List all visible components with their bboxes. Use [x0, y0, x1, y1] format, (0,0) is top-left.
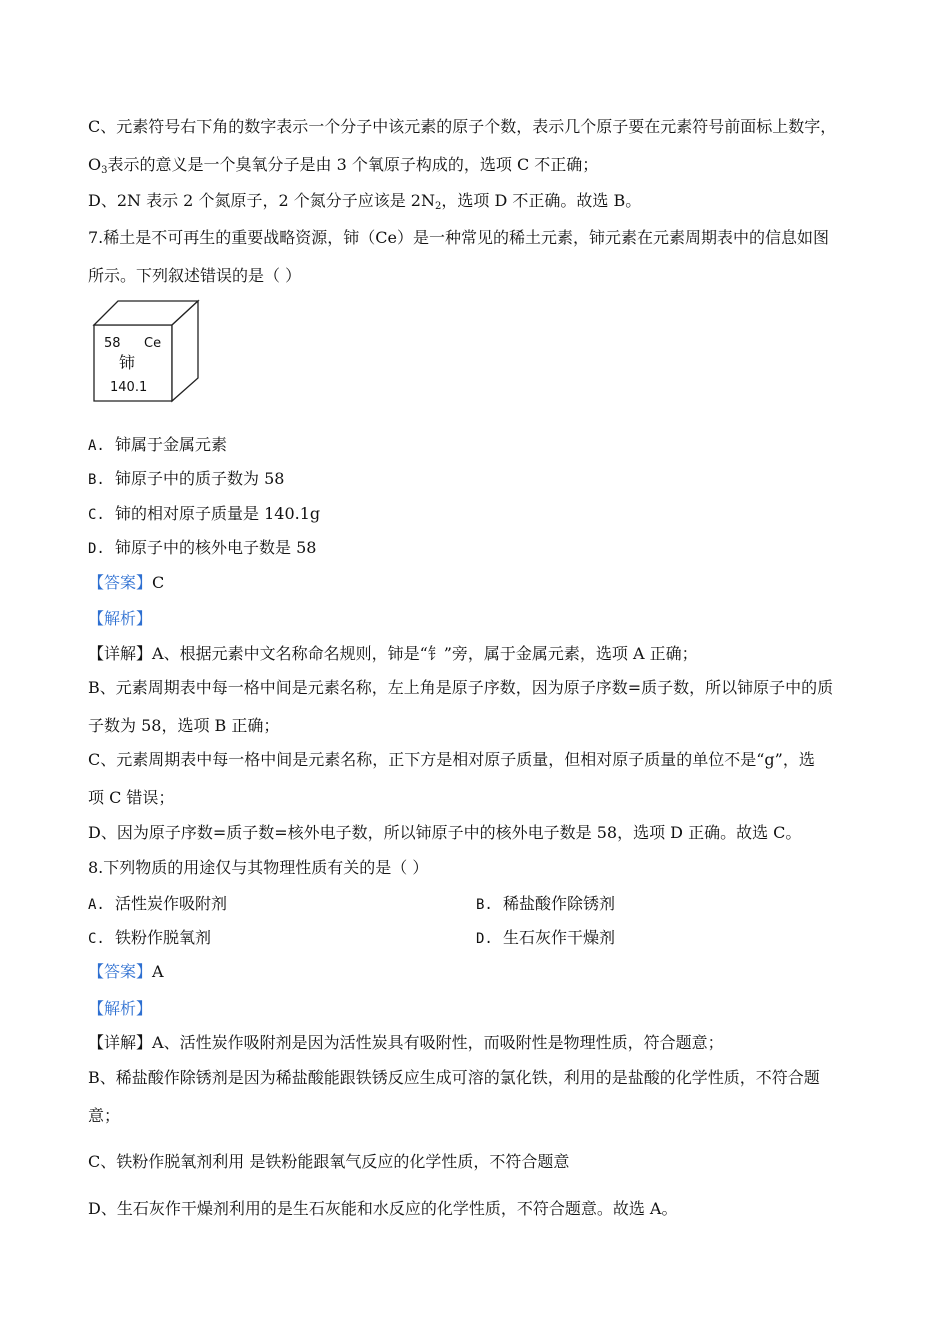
formula-n2-sub: 2 — [434, 201, 442, 212]
q8-analysis-tag: 【解析】 — [88, 999, 153, 1018]
answer-tag: 【答案】 — [88, 962, 153, 981]
q6-d-text-end: ，选项 D 不正确。故选 B。 — [441, 191, 642, 210]
option-label: C. — [88, 507, 105, 523]
option-text: 稀盐酸作除锈剂 — [503, 894, 616, 913]
answer-value: C — [152, 573, 165, 592]
element-cell-figure — [90, 298, 205, 406]
q6-analysis-c-line2-text: 表示的意义是一个臭氧分子是由 3 个氧原子构成的，选项 C 不正确； — [107, 155, 599, 174]
q7-option-a — [88, 435, 227, 456]
q7-option-b — [88, 469, 284, 490]
q8-detail-d: D、生石灰作干燥剂利用的是生石灰能和水反应的化学性质，不符合题意。故选 A。 — [88, 1199, 678, 1218]
q7-option-d — [88, 538, 316, 559]
q8-option-c — [88, 928, 211, 949]
q8-stem: 8.下列物质的用途仅与其物理性质有关的是（ ） — [88, 858, 429, 877]
q8-answer-line — [88, 962, 164, 982]
q8-option-a — [88, 894, 227, 915]
option-label: B. — [476, 897, 493, 913]
option-label: B. — [88, 472, 105, 488]
detail-a-text: A、活性炭作吸附剂是因为活性炭具有吸附性，而吸附性是物理性质，符合题意； — [152, 1033, 724, 1052]
q6-analysis-c-line1: C、元素符号右下角的数字表示一个分子中该元素的原子个数，表示几个原子要在元素符号前面标上数字， — [88, 117, 837, 136]
detail-tag: 【详解】 — [88, 1033, 153, 1052]
detail-a-text: A、根据元素中文名称命名规则，铈是“钅”旁，属于金属元素，选项 A 正确； — [152, 644, 698, 663]
q7-detail-c-line1: C、元素周期表中每一格中间是元素名称，正下方是相对原子质量，但相对原子质量的单位不是“g”，选 — [88, 750, 815, 769]
formula-o3-sub: 3 — [101, 165, 108, 176]
q8-detail-a — [88, 1033, 724, 1053]
q7-answer-line — [88, 573, 164, 593]
element-atomic-number: 58 — [104, 336, 121, 351]
q7-detail-b-line2: 子数为 58，选项 B 正确； — [88, 716, 280, 735]
answer-tag: 【答案】 — [88, 573, 153, 592]
element-symbol: Ce — [144, 336, 162, 351]
element-atomic-mass: 140.1 — [110, 380, 148, 395]
q7-stem-line1: 7.稀土是不可再生的重要战略资源，铈（Ce）是一种常见的稀土元素，铈元素在元素周期表中的信息如图 — [88, 228, 829, 247]
option-text: 铁粉作脱氧剂 — [115, 928, 212, 947]
option-text: 活性炭作吸附剂 — [115, 894, 228, 913]
option-text: 铈原子中的质子数为 58 — [115, 469, 285, 488]
q8-option-b — [476, 894, 615, 915]
q7-detail-c-line2: 项 C 错误； — [88, 788, 175, 807]
option-label: D. — [476, 931, 493, 947]
option-label: C. — [88, 931, 105, 947]
q6-analysis-c-line2 — [88, 155, 598, 175]
q8-detail-b-line2: 意； — [88, 1106, 121, 1125]
q8-detail-b-line1: B、稀盐酸作除锈剂是因为稀盐酸能跟铁锈反应生成可溶的氯化铁，利用的是盐酸的化学性质，不符合题 — [88, 1068, 820, 1087]
q8-detail-c: C、铁粉作脱氧剂利用 是铁粉能跟氧气反应的化学性质，不符合题意 — [88, 1152, 570, 1171]
detail-tag: 【详解】 — [88, 644, 153, 663]
q7-stem-line2: 所示。下列叙述错误的是（ ） — [88, 266, 302, 285]
option-text: 铈原子中的核外电子数是 58 — [115, 538, 317, 557]
option-label: A. — [88, 897, 105, 913]
q7-detail-d: D、因为原子序数=质子数=核外电子数，所以铈原子中的核外电子数是 58，选项 D 正确。故选 C。 — [88, 823, 802, 842]
q7-option-c — [88, 504, 320, 525]
q7-analysis-tag: 【解析】 — [88, 609, 153, 628]
q6-d-text: D、2N 表示 2 个氮原子，2 个氮分子应该是 2N — [88, 191, 435, 210]
option-text: 生石灰作干燥剂 — [503, 928, 616, 947]
element-name: 铈 — [119, 353, 136, 372]
option-label: D. — [88, 541, 105, 557]
option-text: 铈属于金属元素 — [115, 435, 228, 454]
q8-option-d — [476, 928, 615, 949]
answer-value: A — [152, 962, 164, 981]
option-text: 铈的相对原子质量是 140.1g — [115, 504, 321, 523]
q7-detail-b-line1: B、元素周期表中每一格中间是元素名称，左上角是原子序数，因为原子序数=质子数，所以铈原子中的质 — [88, 678, 834, 697]
formula-o3-base: O — [88, 155, 102, 174]
option-label: A. — [88, 438, 105, 454]
q7-detail-a — [88, 644, 698, 664]
q6-analysis-d-line — [88, 191, 641, 211]
